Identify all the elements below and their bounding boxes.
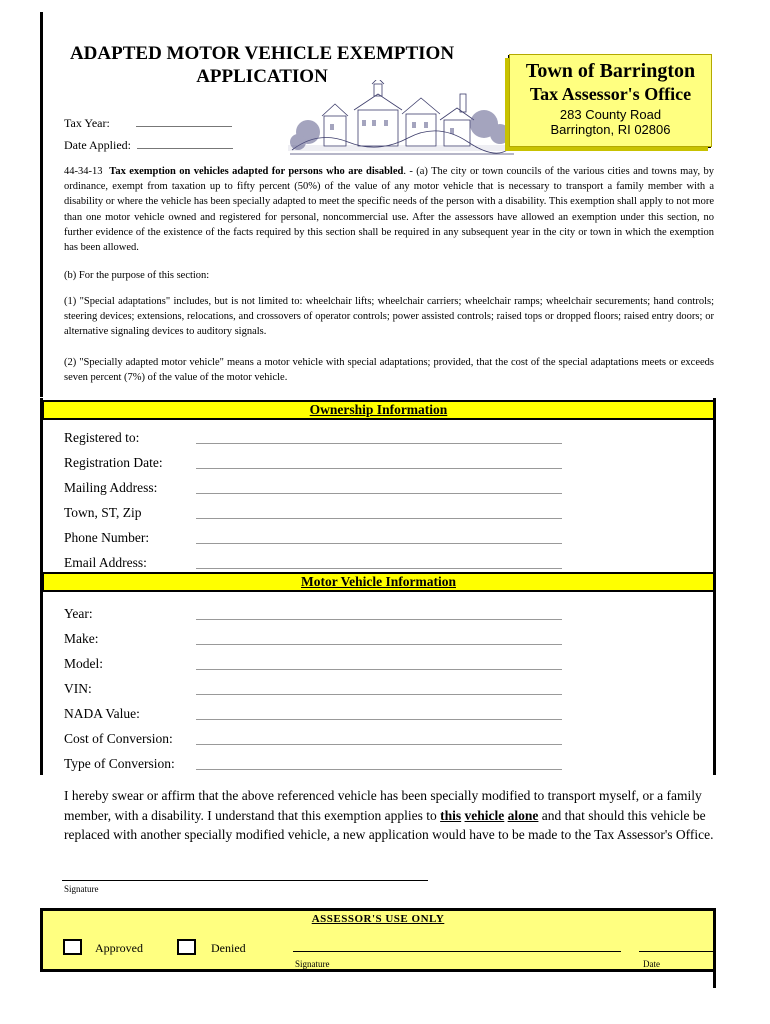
date-applied-input-line[interactable] [137, 139, 233, 149]
field-town-st-zip [64, 505, 564, 529]
field-input-line[interactable] [196, 443, 562, 444]
tax-year-label: Tax Year: [64, 116, 110, 130]
tax-year-field [64, 116, 232, 131]
field-year [64, 606, 564, 630]
statute-text-a: . - (a) The city or town councils of the various cities and towns may, by ordinance, exempt from taxation up to fifty percent (50%) of the value of any motor vehicle that is necessary to transport a family member with a disability or where the vehicle has been specially adapted to meet the specific needs of the person with a disability. This exemption shall apply to not more than one motor vehicle owned and registered for personal, noncommercial use. After the assessors have allowed an exemption under this section, no further evidence of the existence of the facts required by this section shall be required in any subsequent year in the city or town in which the exemption has been allowed. [64, 166, 715, 254]
oath-vehicle: vehicle [464, 807, 505, 823]
field-label: Phone Number: [64, 530, 150, 545]
statute-paragraph-2: (2) "Specially adapted motor vehicle" means a motor vehicle with special adaptations; provided, that the cost of the special adaptations meets or exceeds seven percent (7%) of the value of the motor vehicle. [64, 357, 714, 384]
applicant-signature-label: Signature [64, 884, 99, 894]
oath-alone: alone [507, 807, 539, 823]
left-border-rule [40, 12, 43, 397]
date-applied-label: Date Applied: [64, 138, 131, 152]
office-city: Barrington, RI 02806 [550, 122, 671, 137]
oath-text-part1: I hereby swear or affirm that the above referenced vehicle has been specially modified to transport myself, or a family member, with a disability. I understand that this exemption applies to [64, 788, 702, 823]
field-type-of-conversion [64, 756, 564, 780]
field-label: Mailing Address: [64, 480, 158, 495]
field-registration-date [64, 455, 564, 479]
field-label: Year: [64, 606, 93, 621]
approved-label: Approved [95, 941, 143, 955]
field-label: NADA Value: [64, 706, 140, 721]
bottom-border-stub [713, 972, 716, 988]
form-title-line2: APPLICATION [196, 66, 328, 87]
field-input-line[interactable] [196, 493, 562, 494]
field-label: VIN: [64, 681, 92, 696]
ownership-section-header [42, 400, 715, 420]
assessor-date-line[interactable] [639, 951, 713, 952]
office-info-box [509, 54, 712, 147]
town-illustration [288, 80, 516, 156]
statute-paragraph-a [64, 164, 714, 255]
field-label: Model: [64, 656, 103, 671]
town-name: Town of Barrington [525, 60, 696, 82]
office-street: 283 County Road [559, 107, 662, 122]
assessor-signature-line[interactable] [293, 951, 621, 952]
field-input-line[interactable] [196, 619, 562, 620]
field-input-line[interactable] [196, 769, 562, 770]
office-name: Tax Assessor's Office [529, 84, 692, 104]
field-input-line[interactable] [196, 669, 562, 670]
field-input-line[interactable] [196, 744, 562, 745]
field-make [64, 631, 564, 655]
applicant-signature-line[interactable] [62, 880, 428, 881]
oath-statement [64, 786, 716, 845]
field-mailing-address [64, 480, 564, 504]
field-input-line[interactable] [196, 468, 562, 469]
field-label: Type of Conversion: [64, 756, 175, 771]
approved-checkbox[interactable] [63, 939, 82, 955]
form-title-line1: ADAPTED MOTOR VEHICLE EXEMPTION [69, 43, 455, 64]
vehicle-section-header [42, 572, 715, 592]
field-input-line[interactable] [196, 568, 562, 569]
field-nada-value [64, 706, 564, 730]
denied-label: Denied [211, 941, 246, 955]
assessor-date-label: Date [643, 959, 660, 969]
oath-text-part2: and that should this vehicle be replaced with another specially modified vehicle, a new application would have to be made to the Tax Assessor's Office. [64, 807, 714, 842]
field-input-line[interactable] [196, 518, 562, 519]
field-input-line[interactable] [196, 694, 562, 695]
field-model [64, 656, 564, 680]
field-label: Registration Date: [64, 455, 163, 470]
field-label: Town, ST, Zip [64, 505, 142, 520]
ownership-section-title: Ownership Information [309, 402, 448, 417]
assessor-signature-label: Signature [295, 959, 330, 969]
field-input-line[interactable] [196, 719, 562, 720]
assessor-title: ASSESSOR'S USE ONLY [311, 913, 445, 925]
field-input-line[interactable] [196, 644, 562, 645]
assessor-use-box [40, 908, 716, 972]
field-input-line[interactable] [196, 543, 562, 544]
field-label: Cost of Conversion: [64, 731, 173, 746]
field-vin [64, 681, 564, 705]
field-label: Make: [64, 631, 99, 646]
field-cost-of-conversion [64, 731, 564, 755]
statute-paragraph-b: (b) For the purpose of this section: [64, 270, 210, 281]
denied-checkbox[interactable] [177, 939, 196, 955]
field-label: Registered to: [64, 430, 140, 445]
oath-this: this [440, 807, 462, 823]
field-label: Email Address: [64, 555, 147, 570]
statute-number: 44-34-13 [64, 166, 103, 177]
statute-paragraph-1: (1) "Special adaptations" includes, but is not limited to: wheelchair lifts; wheelchair carriers; wheelchair ramps; wheelchair securements; hand controls; steering devices; extensions, relocations, and crossovers of operator controls; power assisted controls; raised tops or dropped floors; raised entry doors; or alternative signaling devices to auditory signals. [64, 296, 714, 338]
vehicle-section-title: Motor Vehicle Information [301, 574, 456, 589]
statute-heading: Tax exemption on vehicles adapted for persons who are disabled [109, 166, 404, 177]
field-phone-number [64, 530, 564, 554]
tax-year-input-line[interactable] [136, 117, 232, 127]
date-applied-field [64, 138, 233, 153]
field-registered-to [64, 430, 564, 454]
